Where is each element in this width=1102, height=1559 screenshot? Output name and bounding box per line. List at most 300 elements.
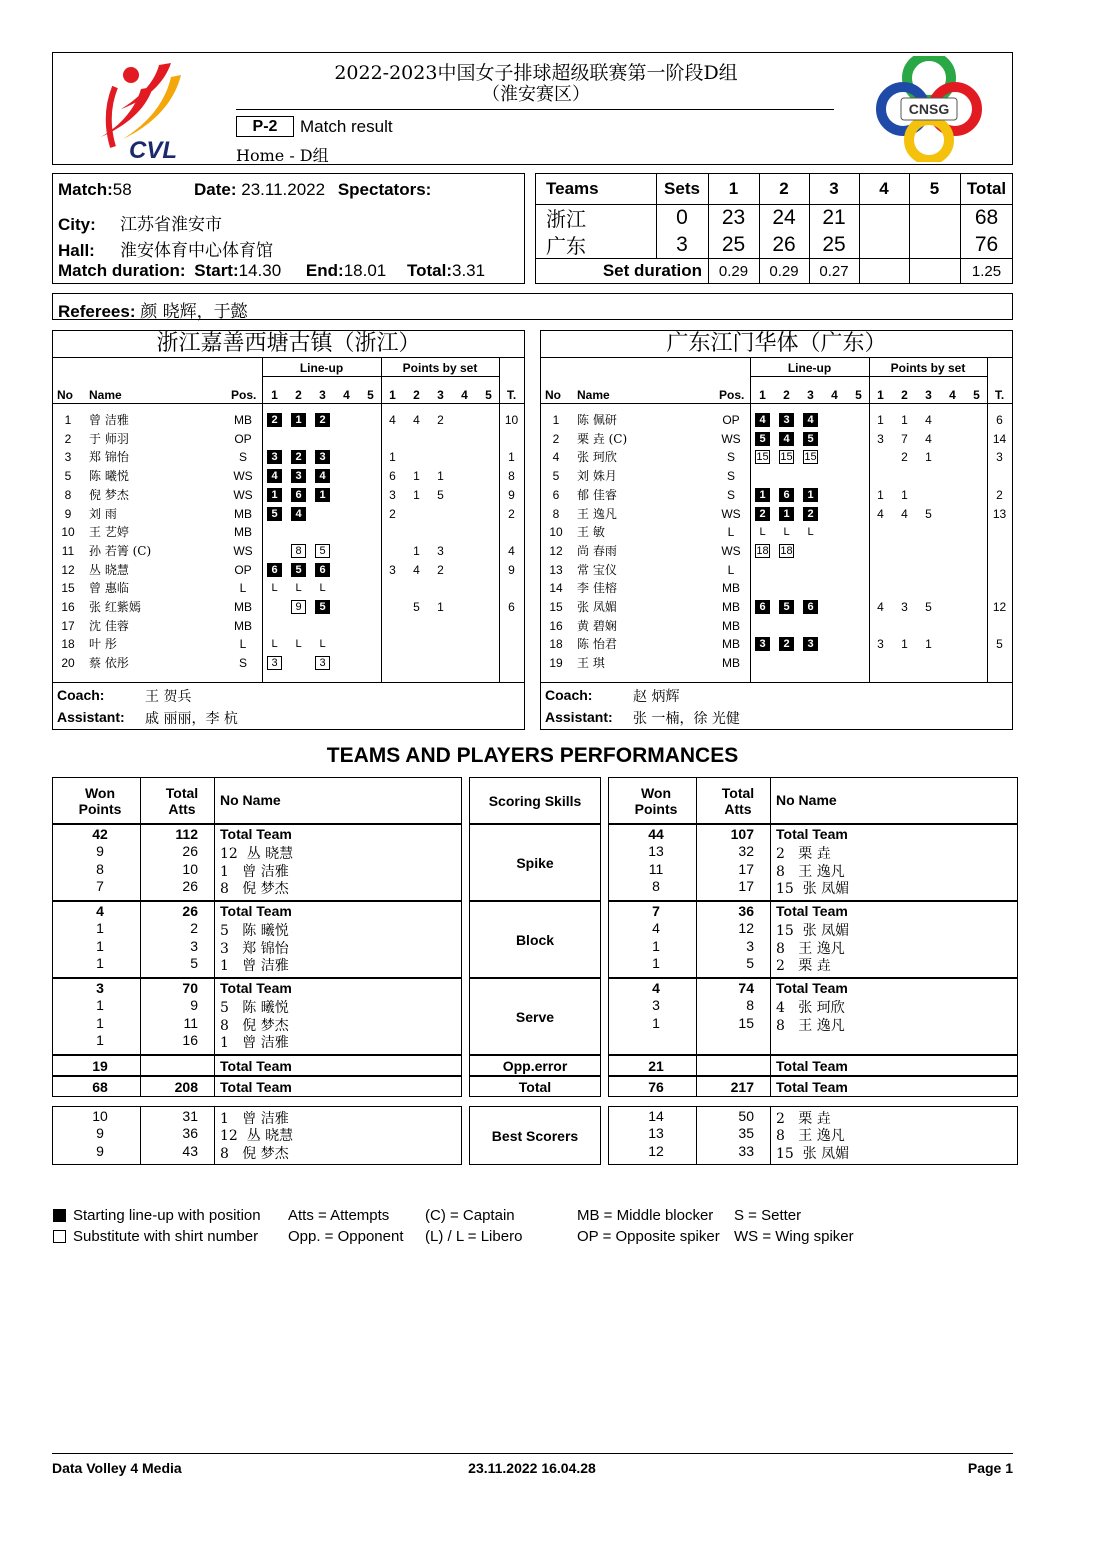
player-set-points: 1	[925, 450, 932, 465]
skill-name: Spike	[516, 854, 554, 871]
lineup-marker: 2	[315, 413, 330, 427]
col-total: T.	[506, 388, 517, 402]
set-duration-s3: 0.27	[819, 262, 849, 280]
player-or-team: 8 王 逸凡	[776, 1128, 845, 1145]
won-points: 1	[652, 1014, 660, 1031]
total-atts: 10	[182, 860, 198, 877]
player-total-points: 2	[508, 506, 515, 521]
col-lineup-set: 5	[367, 388, 374, 402]
col-lineup-set: 3	[319, 388, 326, 402]
player-position: WS	[721, 543, 741, 558]
won-points: 42	[92, 826, 108, 842]
cnsg-logo-text: CNSG	[908, 101, 950, 117]
title-line1: 2022-2023中国女子排球超级联赛第一阶段D组	[334, 62, 738, 84]
player-or-team: 8 倪 梦杰	[220, 880, 289, 897]
total-atts: 12	[738, 920, 754, 937]
col-points-set: 2	[901, 388, 908, 402]
lineup-marker: L	[295, 638, 302, 651]
total-atts: 5	[746, 954, 754, 971]
total-atts: 35	[738, 1125, 754, 1142]
col-lineup-set: 4	[343, 388, 350, 402]
total-atts: 36	[182, 1125, 198, 1142]
player-or-team: 5 陈 曦悦	[220, 1000, 289, 1017]
set-duration-s2: 0.29	[769, 262, 799, 280]
player-set-points: 3	[901, 600, 908, 614]
player-name: 王 逸凡	[577, 506, 617, 521]
col-no-name: No Name	[776, 792, 837, 808]
player-position: S	[238, 656, 247, 671]
player-or-team: 1 曾 洁雅	[220, 1111, 289, 1127]
lineup-marker: 2	[803, 507, 818, 521]
player-set-points: 4	[925, 413, 932, 427]
city-value: 江苏省淮安市	[120, 215, 222, 235]
lineup-header: Line-up	[787, 361, 832, 375]
lineup-marker: 4	[267, 469, 282, 483]
player-number: 12	[549, 543, 563, 558]
player-or-team: 1 曾 洁雅	[220, 1034, 289, 1051]
player-or-team: 1 曾 洁雅	[220, 863, 289, 880]
player-name: 孙 若箐 (C)	[89, 543, 152, 558]
total-atts: 3	[746, 937, 754, 954]
performance-title: TEAMS AND PLAYERS PERFORMANCES	[326, 744, 739, 767]
score-cell-s1: 23	[721, 205, 746, 229]
col-points-set: 1	[877, 388, 884, 402]
footer-right: Page 1	[967, 1460, 1013, 1476]
lineup-marker: 15	[780, 451, 793, 464]
won-points: 13	[648, 843, 664, 860]
player-name: 陈 曦悦	[89, 469, 129, 484]
lineup-marker: 3	[315, 450, 330, 464]
legend-sub-square	[53, 1230, 66, 1243]
player-number: 19	[549, 656, 563, 671]
player-set-points: 5	[925, 600, 932, 614]
coach-label: Coach:	[545, 687, 593, 703]
player-set-points: 4	[901, 506, 908, 521]
lineup-marker: 4	[779, 432, 794, 446]
won-points: 3	[652, 997, 660, 1014]
legend-start-square	[53, 1209, 66, 1222]
player-name: 郑 锦怡	[89, 450, 129, 465]
score-header-3: 2	[779, 179, 789, 198]
player-set-points: 1	[437, 469, 444, 484]
player-position: WS	[233, 487, 253, 502]
lineup-marker: 1	[779, 507, 794, 521]
report-code: P-2	[236, 116, 294, 137]
legend-op: OP = Opposite spiker	[577, 1228, 720, 1245]
player-or-team: 2 栗 垚	[776, 957, 831, 974]
col-lineup-set: 4	[831, 388, 838, 402]
player-number: 17	[61, 618, 75, 633]
player-name: 于 师羽	[89, 431, 129, 446]
player-or-team: Total Team	[776, 826, 848, 842]
coach-name: 王 贺兵	[145, 689, 192, 705]
score-cell-s3: 25	[822, 232, 846, 256]
lineup-marker: 15	[756, 451, 769, 464]
total-atts: 36	[738, 903, 754, 919]
score-cell-total: 76	[974, 232, 999, 256]
won-points: 9	[96, 843, 104, 860]
player-number: 12	[61, 562, 75, 577]
player-name: 尚 春雨	[577, 543, 617, 558]
coach-label: Coach:	[57, 687, 105, 703]
player-or-team: 12 丛 晓慧	[220, 846, 294, 863]
lineup-marker: L	[783, 526, 790, 539]
player-set-points: 1	[901, 487, 908, 502]
player-name: 丛 晓慧	[89, 562, 129, 577]
lineup-marker: 5	[779, 600, 794, 614]
lineup-marker: 6	[291, 488, 306, 502]
set-duration-label: Set duration	[602, 261, 702, 280]
player-or-team: Total Team	[220, 826, 292, 842]
total-atts: 26	[182, 877, 198, 894]
lineup-marker: 3	[267, 450, 282, 464]
lineup-marker: 1	[291, 413, 306, 427]
lineup-marker: L	[759, 526, 766, 539]
player-number: 13	[549, 562, 563, 577]
player-position: L	[239, 637, 247, 652]
lineup-header: Line-up	[299, 361, 344, 375]
total-atts: 74	[738, 980, 754, 996]
player-set-points: 4	[925, 431, 932, 446]
col-total: T.	[994, 388, 1005, 402]
start-label: Start:	[194, 261, 239, 280]
player-set-points: 2	[901, 450, 908, 465]
cnsg-logo	[875, 56, 983, 162]
total-atts: 2	[190, 920, 198, 937]
assistant-label: Assistant:	[57, 709, 125, 725]
col-points-set: 2	[413, 388, 420, 402]
lineup-marker: L	[271, 638, 278, 651]
player-total-points: 9	[508, 487, 515, 502]
col-lineup-set: 1	[271, 388, 278, 402]
player-position: MB	[722, 581, 740, 596]
col-name: Name	[89, 388, 122, 402]
assistant-names: 张 一楠，徐 光健	[633, 711, 740, 727]
player-position: OP	[722, 413, 740, 427]
won-points: 12	[648, 1142, 664, 1159]
lineup-marker: 18	[780, 544, 793, 557]
player-name: 倪 梦杰	[89, 487, 129, 502]
col-points-set: 5	[485, 388, 492, 402]
won-points: 1	[652, 937, 660, 954]
lineup-marker: 2	[755, 507, 770, 521]
won-points: 1	[96, 920, 104, 937]
lineup-marker: 3	[803, 637, 818, 651]
lineup-marker: 5	[291, 563, 306, 577]
total-atts: 11	[183, 1014, 198, 1031]
col-pos: Pos.	[231, 388, 257, 402]
player-or-team: Total Team	[220, 903, 292, 919]
col-lineup-set: 5	[855, 388, 862, 402]
player-position: MB	[234, 413, 252, 427]
player-position: S	[726, 469, 735, 484]
skill-name: Best Scorers	[491, 1127, 579, 1144]
team-label: Total Team	[220, 1079, 292, 1095]
total-atts: 8	[746, 997, 754, 1014]
player-number: 16	[61, 600, 75, 614]
set-duration-s4	[859, 258, 909, 284]
player-number: 5	[64, 469, 72, 484]
referees-label: Referees:	[58, 302, 136, 321]
team-a-roster	[52, 330, 525, 730]
player-name: 栗 垚 (C)	[577, 431, 628, 446]
player-total-points: 4	[508, 543, 515, 558]
total-atts: 112	[175, 826, 198, 842]
player-or-team: 1 曾 洁雅	[220, 957, 289, 974]
player-position: L	[239, 581, 247, 596]
score-header-1: Sets	[664, 179, 700, 198]
won-points: 7	[96, 877, 104, 894]
legend-captain: (C) = Captain	[425, 1207, 515, 1224]
won-points: 4	[96, 903, 104, 919]
player-name: 黄 碧娴	[577, 618, 617, 633]
player-total-points: 9	[508, 562, 515, 577]
player-position: L	[727, 525, 735, 540]
player-or-team: 5 陈 曦悦	[220, 923, 289, 940]
col-points-set: 3	[437, 388, 444, 402]
won-points: 1	[652, 954, 660, 971]
player-number: 10	[61, 525, 75, 540]
legend-mb: MB = Middle blocker	[577, 1207, 714, 1224]
col-no-name: No Name	[220, 792, 281, 808]
score-header-4: 3	[829, 179, 839, 198]
player-number: 16	[549, 618, 563, 633]
player-name: 曾 洁雅	[89, 413, 129, 427]
score-cell-sets: 3	[676, 232, 688, 256]
lineup-marker: 6	[755, 600, 770, 614]
score-cell-s5	[909, 204, 960, 231]
won-points: 21	[648, 1057, 664, 1074]
col-scoring-skills: Scoring Skills	[488, 792, 582, 809]
player-position: WS	[721, 506, 741, 521]
lineup-marker: 1	[803, 488, 818, 502]
player-name: 王 艺婷	[89, 525, 129, 540]
lineup-marker: 6	[779, 488, 794, 502]
score-team-name: 浙江	[546, 207, 586, 231]
total-value: 3.31	[452, 261, 486, 280]
total-atts: 50	[738, 1108, 754, 1124]
won-points: 13	[648, 1125, 664, 1142]
match-date: 23.11.2022	[241, 180, 326, 199]
date-label: Date:	[194, 180, 237, 199]
total-atts: 15	[738, 1014, 754, 1031]
team-name: 广东江门华体（广东）	[666, 331, 887, 356]
lineup-marker: 4	[755, 413, 770, 427]
score-header-7: Total	[966, 179, 1007, 198]
skill-name: Serve	[515, 1008, 555, 1025]
total-atts: 17	[738, 860, 754, 877]
legend-opp: Opp. = Opponent	[288, 1228, 404, 1245]
lineup-marker: 8	[291, 544, 306, 558]
col-total-atts: Total Atts	[165, 784, 199, 817]
legend-s: S = Setter	[734, 1207, 802, 1224]
footer-center: 23.11.2022 16.04.28	[468, 1460, 596, 1476]
player-number: 14	[549, 581, 563, 596]
player-or-team: 8 倪 梦杰	[220, 1145, 289, 1162]
total-atts: 16	[182, 1031, 198, 1048]
player-total-points: 2	[996, 487, 1003, 502]
col-lineup-set: 3	[807, 388, 814, 402]
match-info-box	[52, 173, 525, 284]
player-total-points: 14	[992, 431, 1007, 446]
player-position: MB	[722, 637, 740, 652]
player-or-team: 15 张 凤媚	[776, 1145, 850, 1162]
player-set-points: 5	[413, 600, 420, 614]
total-atts: 31	[182, 1108, 198, 1124]
won-points: 8	[96, 860, 104, 877]
player-set-points: 1	[877, 413, 884, 427]
match-number: 58	[112, 180, 132, 199]
team-b-roster	[540, 330, 1013, 730]
won-points: 1	[96, 937, 104, 954]
lineup-marker: 3	[291, 469, 306, 483]
duration-label: Match duration:	[58, 261, 186, 280]
lineup-marker: 1	[267, 488, 282, 502]
total-atts: 70	[182, 980, 198, 996]
player-number: 1	[64, 413, 72, 427]
total-atts: 43	[182, 1142, 198, 1159]
total-atts: 26	[182, 903, 198, 919]
col-no: No	[57, 388, 73, 402]
col-no: No	[545, 388, 561, 402]
player-number: 20	[61, 656, 75, 671]
lineup-marker: 9	[291, 600, 306, 614]
lineup-marker: L	[319, 582, 326, 595]
player-set-points: 1	[437, 600, 444, 614]
city-label: City:	[58, 215, 96, 234]
player-position: L	[727, 562, 735, 577]
player-or-team: 8 王 逸凡	[776, 863, 845, 880]
score-team-name: 广东	[546, 234, 586, 258]
won-points: 1	[96, 1031, 104, 1048]
player-total-points: 5	[996, 637, 1003, 652]
player-set-points: 4	[877, 600, 884, 614]
total-atts: 9	[190, 997, 198, 1014]
lineup-marker: 1	[315, 488, 330, 502]
player-number: 2	[64, 431, 72, 446]
player-number: 6	[552, 487, 560, 502]
lineup-marker: 6	[803, 600, 818, 614]
won-points: 1	[96, 954, 104, 971]
player-set-points: 3	[437, 543, 444, 558]
player-or-team: 8 王 逸凡	[776, 940, 845, 957]
hall-value: 淮安体育中心体育馆	[120, 241, 273, 261]
total-atts: 5	[190, 954, 198, 971]
player-or-team: 12 丛 晓慧	[220, 1128, 294, 1145]
player-set-points: 4	[413, 413, 420, 427]
player-set-points: 3	[877, 637, 884, 652]
total-atts: 32	[738, 843, 754, 860]
player-number: 15	[61, 581, 75, 596]
player-or-team: 2 栗 垚	[776, 1111, 831, 1127]
set-duration-s5	[909, 258, 960, 284]
lineup-marker: L	[295, 582, 302, 595]
lineup-marker: 4	[291, 507, 306, 521]
player-set-points: 5	[437, 487, 444, 502]
player-number: 11	[61, 543, 75, 558]
team-label: Total Team	[776, 1058, 848, 1074]
player-position: S	[238, 450, 247, 465]
player-total-points: 6	[996, 413, 1003, 427]
score-cell-s4	[859, 204, 909, 231]
player-position: OP	[234, 431, 252, 446]
lineup-marker: 3	[779, 413, 794, 427]
player-number: 9	[64, 506, 72, 521]
player-set-points: 4	[877, 506, 884, 521]
lineup-marker: 2	[291, 450, 306, 464]
player-number: 4	[552, 450, 560, 465]
player-set-points: 3	[877, 431, 884, 446]
score-cell-s2: 26	[772, 232, 796, 256]
set-duration-s1: 0.29	[718, 262, 749, 280]
lineup-marker: 4	[315, 469, 330, 483]
player-set-points: 1	[901, 413, 908, 427]
end-label: End:	[305, 261, 344, 280]
lineup-marker: 5	[755, 432, 770, 446]
lineup-marker: 5	[315, 600, 330, 614]
score-table	[535, 173, 1013, 284]
player-set-points: 3	[389, 562, 396, 577]
player-position: S	[726, 487, 735, 502]
header-box	[52, 52, 1013, 165]
player-set-points: 7	[901, 431, 908, 446]
score-cell-total: 68	[974, 205, 999, 229]
player-number: 18	[549, 637, 563, 652]
player-name: 曾 惠临	[89, 581, 129, 596]
player-position: MB	[722, 656, 740, 671]
col-points-set: 1	[389, 388, 396, 402]
player-or-team: 15 张 凤媚	[776, 923, 850, 940]
total-atts	[702, 1055, 762, 1076]
player-set-points: 1	[877, 487, 884, 502]
footer-left: Data Volley 4 Media	[52, 1460, 182, 1476]
won-points: 19	[92, 1057, 108, 1074]
won-points: 76	[648, 1078, 664, 1095]
spectators-label: Spectators:	[337, 180, 432, 199]
won-points: 1	[96, 997, 104, 1014]
won-points: 14	[648, 1108, 664, 1124]
player-number: 15	[549, 600, 563, 614]
coach-name: 赵 炳辉	[633, 689, 680, 705]
total-atts: 33	[738, 1142, 754, 1159]
score-cell-s3: 21	[822, 205, 846, 229]
player-name: 蔡 依彤	[89, 656, 129, 671]
player-number: 3	[64, 450, 72, 465]
lineup-marker: L	[319, 638, 326, 651]
lineup-marker: L	[271, 582, 278, 595]
won-points: 7	[652, 903, 660, 919]
lineup-marker: 3	[315, 656, 330, 670]
player-set-points: 1	[413, 469, 420, 484]
player-position: MB	[722, 618, 740, 633]
player-set-points: 2	[437, 413, 444, 427]
score-cell-s4	[859, 231, 909, 258]
won-points: 3	[96, 980, 104, 996]
cvl-logo-text: CVL	[129, 137, 177, 164]
player-position: WS	[721, 431, 741, 446]
lineup-marker: 2	[267, 413, 282, 427]
player-number: 8	[64, 487, 72, 502]
legend-starting: Starting line-up with position	[73, 1207, 261, 1224]
won-points: 8	[652, 877, 660, 894]
player-set-points: 5	[925, 506, 932, 521]
player-or-team: 8 王 逸凡	[776, 1017, 845, 1034]
won-points: 9	[96, 1142, 104, 1159]
player-position: WS	[233, 543, 253, 558]
player-set-points: 4	[413, 562, 420, 577]
total-atts	[146, 1055, 206, 1076]
lineup-marker: 6	[267, 563, 282, 577]
